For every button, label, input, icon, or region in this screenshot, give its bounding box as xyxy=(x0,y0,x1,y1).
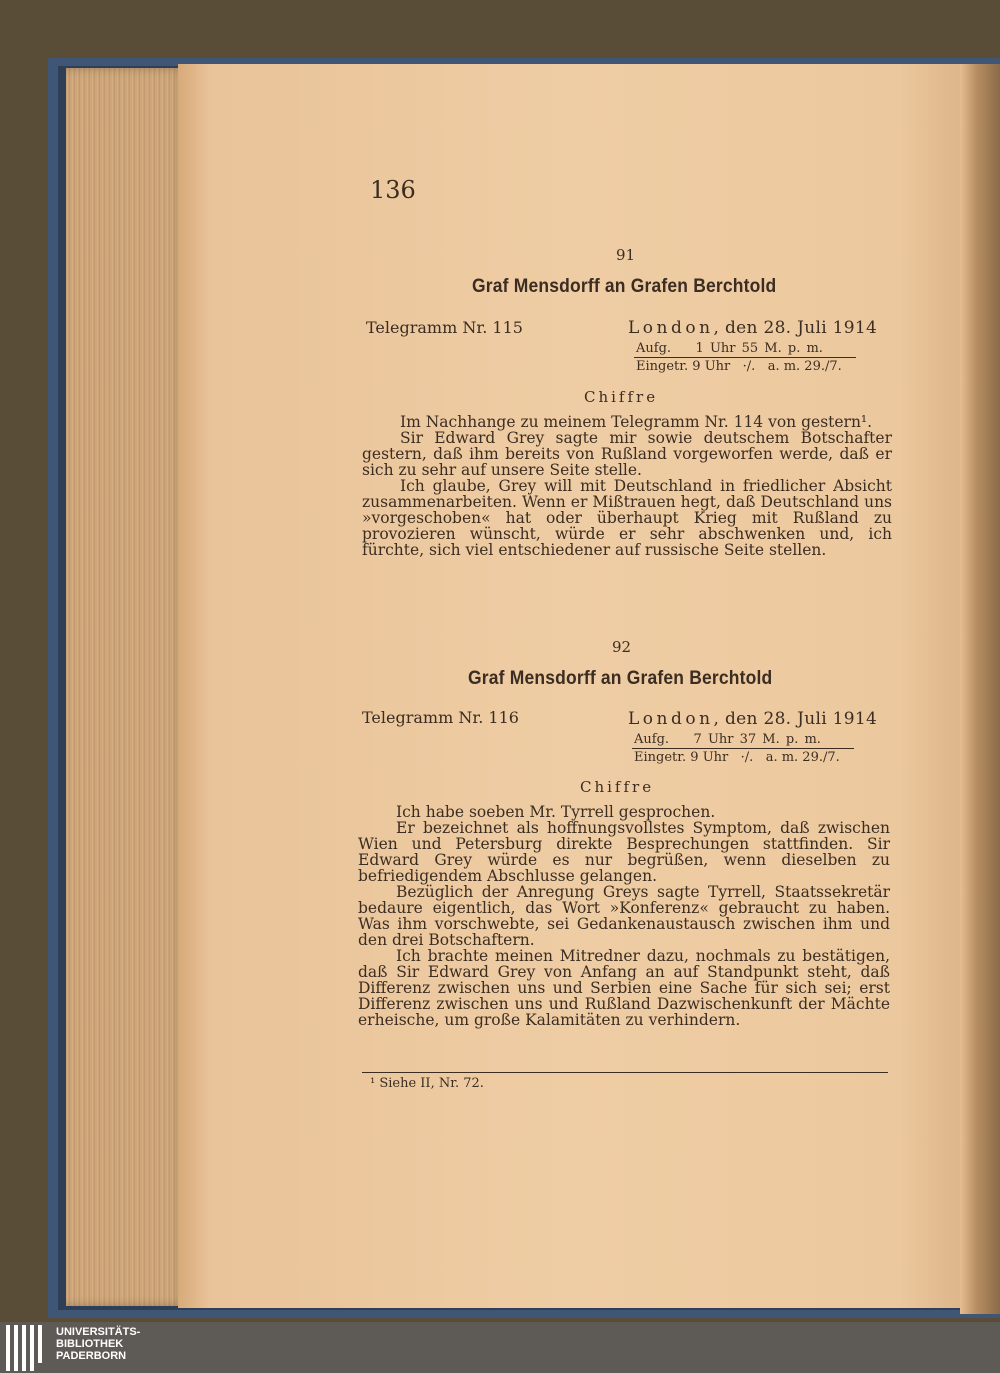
paragraph: Ich brachte meinen Mitredner dazu, nochmals zu bestätigen, daß Sir Edward Grey von Anfang an auf Standpunkt steht, daß Differenz zwischen uns und Serbien eine Sache für sich sei; erst Differenz zwischen uns und Rußland Dazwischenkunft der Mächte erheische, um große Kalamitäten zu verhindern. xyxy=(358,947,890,1029)
library-logo-icon xyxy=(6,1325,46,1371)
chiffre-label: Chiffre xyxy=(584,388,659,406)
paragraph: Ich glaube, Grey will mit Deutschland in friedlicher Absicht zusammenarbeiten. Wenn er Mißtrauen hegt, daß Deutschland uns »vorgeschoben« hat oder überhaupt Krieg mit Rußland zu provozieren wünscht, würde er sehr abschwenken und, ich fürchte, sich viel entschiedener auf russische Seite stellen. xyxy=(362,477,892,559)
aufg-rule xyxy=(634,357,856,358)
date-text: , den 28. Juli 1914 xyxy=(713,709,878,729)
document-body xyxy=(358,804,890,1028)
place-date xyxy=(628,318,877,338)
page-number: 136 xyxy=(370,176,416,204)
eingetr-line: Eingetr. 9 Uhr ·/. a. m. 29./7. xyxy=(636,359,842,374)
place-date xyxy=(628,709,877,729)
place-city: London xyxy=(628,709,714,729)
paragraph: Ich habe soeben Mr. Tyrrell gesprochen. xyxy=(396,803,716,821)
date-text: , den 28. Juli 1914 xyxy=(713,318,878,338)
library-line: PADERBORN xyxy=(56,1350,127,1362)
eingetr-line: Eingetr. 9 Uhr ·/. a. m. 29./7. xyxy=(634,750,840,765)
place-city: London xyxy=(628,318,714,338)
telegram-number: Telegramm Nr. 116 xyxy=(362,708,519,727)
aufg-rule xyxy=(632,748,854,749)
paragraph: Er bezeichnet als hoffnungsvollstes Symptom, daß zwischen Wien und Petersburg direkte Besprechungen stattfinden. Sir Edward Grey würde es nur begrüßen, wenn dieselben zu befriedigendem Abschlusse gelangen. xyxy=(358,819,890,885)
paragraph: Im Nachhange zu meinem Telegramm Nr. 114 von gestern¹. xyxy=(400,413,873,431)
aufg-line: Aufg. 1 Uhr 55 M. p. m. xyxy=(636,341,823,356)
library-bar xyxy=(0,1322,1000,1373)
library-line: BIBLIOTHEK xyxy=(56,1338,124,1350)
document-number: 92 xyxy=(612,638,632,656)
document-number: 91 xyxy=(616,246,636,264)
chiffre-label: Chiffre xyxy=(580,778,655,796)
gutter-shadow xyxy=(960,64,1000,1314)
document-heading: Graf Mensdorff an Grafen Berchtold xyxy=(472,276,777,297)
library-line: UNIVERSITÄTS- xyxy=(56,1326,141,1338)
document-body xyxy=(362,414,892,558)
library-name xyxy=(56,1326,140,1362)
paragraph: Bezüglich der Anregung Greys sagte Tyrrell, Staatssekretär bedaure eigentlich, das Wort »Konferenz« gebraucht zu haben. Was ihm vorschwebte, sei Gedankenaustausch zwischen ihm und den drei Botschaftern. xyxy=(358,883,890,949)
telegram-number: Telegramm Nr. 115 xyxy=(366,318,523,337)
footnote-rule xyxy=(362,1072,888,1073)
footnote: ¹ Siehe II, Nr. 72. xyxy=(370,1076,484,1091)
aufg-line: Aufg. 7 Uhr 37 M. p. m. xyxy=(634,732,821,747)
paragraph: Sir Edward Grey sagte mir sowie deutschem Botschafter gestern, daß ihm bereits von Rußland vorgeworfen werde, daß er sich zu sehr auf unsere Seite stelle. xyxy=(362,429,892,479)
page-edges xyxy=(66,68,186,1306)
document-heading: Graf Mensdorff an Grafen Berchtold xyxy=(468,668,773,689)
